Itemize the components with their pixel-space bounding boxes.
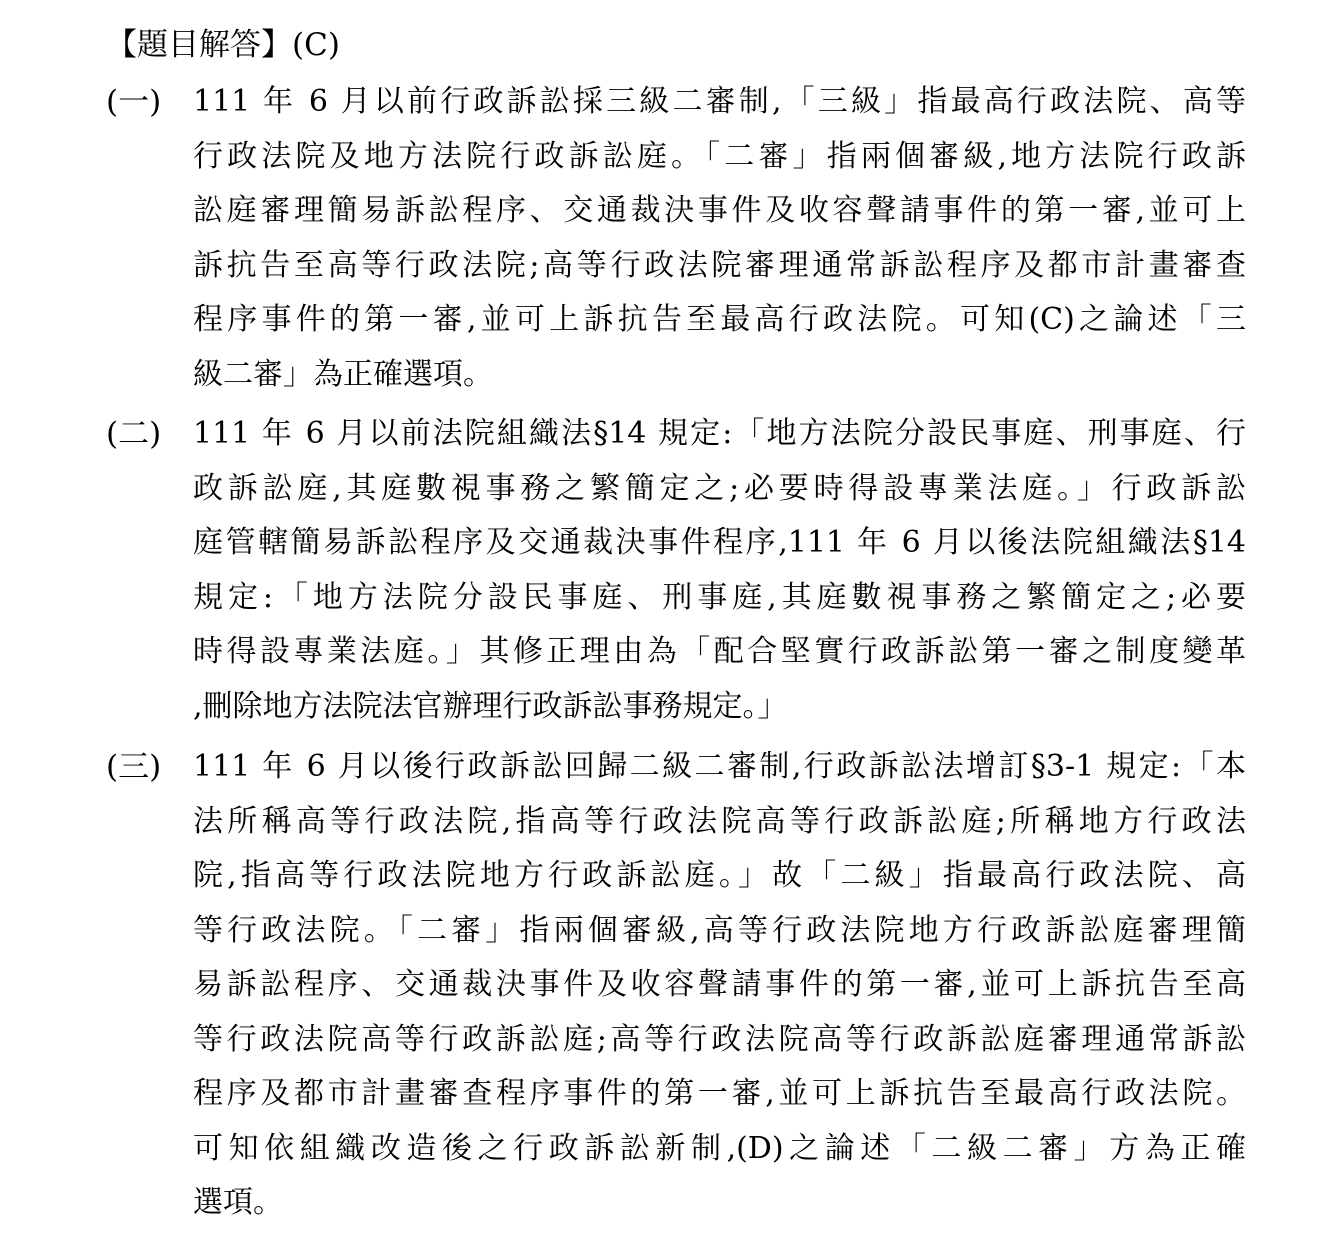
paragraph-line: 法所稱高等行政法院,指高等行政法院高等行政訴訟庭;所稱地方行政法 bbox=[193, 803, 1246, 839]
paragraph-line: 級二審」為正確選項。 bbox=[193, 356, 493, 392]
paragraph-line: 程序事件的第一審,並可上訴抗告至最高行政法院。可知(C)之論述「三 bbox=[193, 302, 1246, 337]
paragraph-label: (三) bbox=[106, 749, 162, 785]
paragraph-label: (二) bbox=[106, 416, 162, 452]
answer-heading: 【題目解答】(C) bbox=[106, 27, 340, 63]
paragraph-line: 111 年 6 月以後行政訴訟回歸二級二審制,行政訴訟法增訂§3-1 規定:「本 bbox=[193, 749, 1246, 784]
paragraph-line: 111 年 6 月以前行政訴訟採三級二審制,「三級」指最高行政法院、高等 bbox=[193, 84, 1246, 119]
paragraph-line: ,刪除地方法院法官辦理行政訴訟事務規定。」 bbox=[193, 688, 788, 724]
paragraph-line: 規定:「地方法院分設民事庭、刑事庭,其庭數視事務之繁簡定之;必要 bbox=[193, 579, 1246, 615]
paragraph-line: 庭管轄簡易訴訟程序及交通裁決事件程序,111 年 6 月以後法院組織法§14 bbox=[193, 525, 1246, 560]
paragraph-three bbox=[106, 740, 1246, 1231]
paragraph-line: 等行政法院。「二審」指兩個審級,高等行政法院地方行政訴訟庭審理簡 bbox=[193, 912, 1246, 948]
paragraph-line: 院,指高等行政法院地方行政訴訟庭。」故「二級」指最高行政法院、高 bbox=[193, 858, 1246, 893]
paragraph-line: 可知依組織改造後之行政訴訟新制,(D)之論述「二級二審」方為正確 bbox=[193, 1130, 1246, 1166]
paragraph-one bbox=[106, 75, 1246, 402]
paragraph-line: 時得設專業法庭。」其修正理由為「配合堅實行政訴訟第一審之制度變革 bbox=[193, 634, 1246, 669]
paragraph-line: 程序及都市計畫審查程序事件的第一審,並可上訴抗告至最高行政法院。 bbox=[193, 1076, 1246, 1111]
paragraph-line: 易訴訟程序、交通裁決事件及收容聲請事件的第一審,並可上訴抗告至高 bbox=[193, 967, 1246, 1002]
paragraph-line: 選項。 bbox=[193, 1185, 283, 1220]
paragraph-line: 政訴訟庭,其庭數視事務之繁簡定之;必要時得設專業法庭。」行政訴訟 bbox=[193, 470, 1246, 506]
paragraph-line: 行政法院及地方法院行政訴訟庭。「二審」指兩個審級,地方法院行政訴 bbox=[193, 138, 1246, 174]
paragraph-line: 訴抗告至高等行政法院;高等行政法院審理通常訴訟程序及都市計畫審查 bbox=[193, 247, 1246, 283]
paragraph-line: 訟庭審理簡易訴訟程序、交通裁決事件及收容聲請事件的第一審,並可上 bbox=[193, 193, 1246, 228]
paragraph-label: (一) bbox=[106, 84, 162, 120]
paragraph-line: 等行政法院高等行政訴訟庭;高等行政法院高等行政訴訟庭審理通常訴訟 bbox=[193, 1021, 1246, 1057]
paragraph-two bbox=[106, 407, 1246, 734]
paragraph-line: 111 年 6 月以前法院組織法§14 規定:「地方法院分設民事庭、刑事庭、行 bbox=[193, 416, 1246, 451]
